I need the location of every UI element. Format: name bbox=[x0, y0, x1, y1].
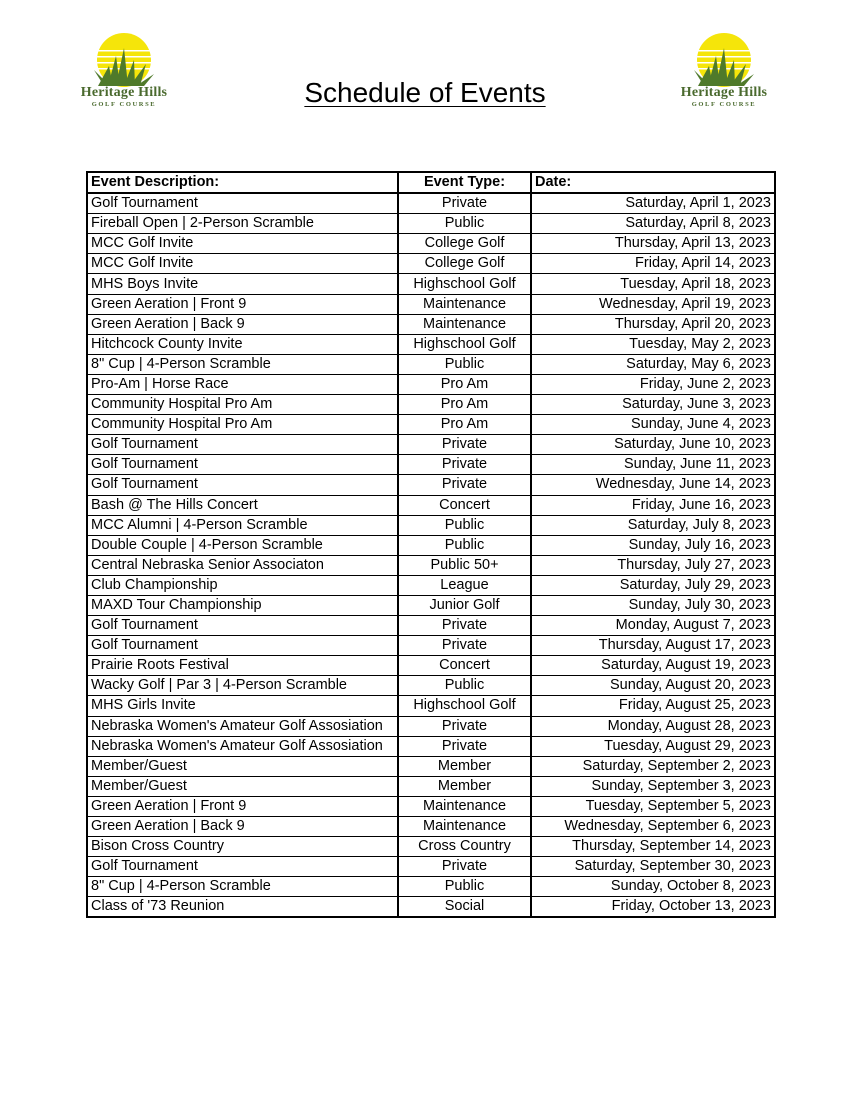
event-type-cell: College Golf bbox=[398, 234, 531, 254]
event-description-cell: MHS Girls Invite bbox=[87, 696, 398, 716]
event-date-cell: Monday, August 7, 2023 bbox=[531, 616, 775, 636]
event-type-cell: Private bbox=[398, 636, 531, 656]
event-type-cell: Pro Am bbox=[398, 415, 531, 435]
event-type-cell: Public bbox=[398, 354, 531, 374]
events-table bbox=[86, 171, 776, 918]
table-row bbox=[87, 676, 775, 696]
table-row bbox=[87, 796, 775, 816]
event-description-cell: Central Nebraska Senior Associaton bbox=[87, 555, 398, 575]
event-type-cell: Concert bbox=[398, 495, 531, 515]
table-row bbox=[87, 555, 775, 575]
event-description-cell: Member/Guest bbox=[87, 776, 398, 796]
event-type-cell: Member bbox=[398, 756, 531, 776]
table-row bbox=[87, 736, 775, 756]
event-type-cell: College Golf bbox=[398, 254, 531, 274]
event-date-cell: Saturday, April 8, 2023 bbox=[531, 214, 775, 234]
event-description-cell: Golf Tournament bbox=[87, 475, 398, 495]
event-date-cell: Saturday, May 6, 2023 bbox=[531, 354, 775, 374]
event-description-cell: Green Aeration | Back 9 bbox=[87, 817, 398, 837]
event-description-cell: Community Hospital Pro Am bbox=[87, 395, 398, 415]
event-description-cell: Hitchcock County Invite bbox=[87, 334, 398, 354]
event-type-cell: Maintenance bbox=[398, 817, 531, 837]
table-row bbox=[87, 374, 775, 394]
event-description-cell: Fireball Open | 2-Person Scramble bbox=[87, 214, 398, 234]
event-date-cell: Sunday, July 16, 2023 bbox=[531, 535, 775, 555]
event-description-cell: Wacky Golf | Par 3 | 4-Person Scramble bbox=[87, 676, 398, 696]
event-description-cell: 8" Cup | 4-Person Scramble bbox=[87, 877, 398, 897]
event-date-cell: Sunday, September 3, 2023 bbox=[531, 776, 775, 796]
table-row bbox=[87, 415, 775, 435]
logo-wordmark: Heritage Hills bbox=[680, 85, 768, 100]
event-description-cell: Pro-Am | Horse Race bbox=[87, 374, 398, 394]
event-type-cell: Maintenance bbox=[398, 294, 531, 314]
event-date-cell: Thursday, April 20, 2023 bbox=[531, 314, 775, 334]
event-description-cell: Member/Guest bbox=[87, 756, 398, 776]
event-description-cell: Double Couple | 4-Person Scramble bbox=[87, 535, 398, 555]
event-type-cell: Concert bbox=[398, 656, 531, 676]
event-date-cell: Tuesday, May 2, 2023 bbox=[531, 334, 775, 354]
event-description-cell: Golf Tournament bbox=[87, 435, 398, 455]
event-type-cell: Social bbox=[398, 897, 531, 918]
event-date-cell: Saturday, April 1, 2023 bbox=[531, 193, 775, 214]
table-row bbox=[87, 616, 775, 636]
event-date-cell: Friday, April 14, 2023 bbox=[531, 254, 775, 274]
event-date-cell: Saturday, September 2, 2023 bbox=[531, 756, 775, 776]
event-date-cell: Friday, June 2, 2023 bbox=[531, 374, 775, 394]
event-type-cell: Member bbox=[398, 776, 531, 796]
table-row bbox=[87, 636, 775, 656]
event-description-cell: Community Hospital Pro Am bbox=[87, 415, 398, 435]
table-row bbox=[87, 254, 775, 274]
table-row bbox=[87, 817, 775, 837]
table-row bbox=[87, 475, 775, 495]
event-description-cell: 8" Cup | 4-Person Scramble bbox=[87, 354, 398, 374]
event-description-cell: Nebraska Women's Amateur Golf Assosiation bbox=[87, 736, 398, 756]
event-description-cell: Club Championship bbox=[87, 575, 398, 595]
table-row bbox=[87, 656, 775, 676]
event-date-cell: Thursday, July 27, 2023 bbox=[531, 555, 775, 575]
event-date-cell: Saturday, September 30, 2023 bbox=[531, 857, 775, 877]
table-row bbox=[87, 314, 775, 334]
page-title-text: Schedule of Events bbox=[304, 77, 546, 108]
event-description-cell: MAXD Tour Championship bbox=[87, 595, 398, 615]
event-description-cell: Green Aeration | Front 9 bbox=[87, 294, 398, 314]
table-row bbox=[87, 395, 775, 415]
event-date-cell: Thursday, August 17, 2023 bbox=[531, 636, 775, 656]
event-description-cell: MCC Golf Invite bbox=[87, 254, 398, 274]
event-type-cell: Highschool Golf bbox=[398, 696, 531, 716]
event-type-cell: Public 50+ bbox=[398, 555, 531, 575]
table-row bbox=[87, 716, 775, 736]
table-row bbox=[87, 234, 775, 254]
table-row bbox=[87, 214, 775, 234]
event-type-cell: Private bbox=[398, 435, 531, 455]
table-row bbox=[87, 535, 775, 555]
event-description-cell: Green Aeration | Back 9 bbox=[87, 314, 398, 334]
header-date: Date: bbox=[531, 172, 775, 193]
event-type-cell: Public bbox=[398, 535, 531, 555]
event-type-cell: Private bbox=[398, 455, 531, 475]
event-type-cell: Junior Golf bbox=[398, 595, 531, 615]
event-type-cell: Maintenance bbox=[398, 314, 531, 334]
event-date-cell: Wednesday, April 19, 2023 bbox=[531, 294, 775, 314]
table-row bbox=[87, 495, 775, 515]
event-description-cell: Bash @ The Hills Concert bbox=[87, 495, 398, 515]
table-row bbox=[87, 193, 775, 214]
events-table-body bbox=[87, 193, 775, 917]
event-type-cell: Pro Am bbox=[398, 395, 531, 415]
event-type-cell: Private bbox=[398, 716, 531, 736]
event-date-cell: Sunday, June 4, 2023 bbox=[531, 415, 775, 435]
event-description-cell: MCC Golf Invite bbox=[87, 234, 398, 254]
event-date-cell: Sunday, August 20, 2023 bbox=[531, 676, 775, 696]
logo-subtitle: GOLF COURSE bbox=[91, 101, 157, 108]
event-date-cell: Thursday, April 13, 2023 bbox=[531, 234, 775, 254]
event-type-cell: Maintenance bbox=[398, 796, 531, 816]
event-date-cell: Thursday, September 14, 2023 bbox=[531, 837, 775, 857]
table-row bbox=[87, 435, 775, 455]
table-row bbox=[87, 857, 775, 877]
event-description-cell: Golf Tournament bbox=[87, 636, 398, 656]
event-date-cell: Saturday, June 10, 2023 bbox=[531, 435, 775, 455]
logo-subtitle: GOLF COURSE bbox=[691, 101, 757, 108]
table-row bbox=[87, 274, 775, 294]
event-description-cell: Class of '73 Reunion bbox=[87, 897, 398, 918]
table-row bbox=[87, 354, 775, 374]
table-row bbox=[87, 575, 775, 595]
event-description-cell: MCC Alumni | 4-Person Scramble bbox=[87, 515, 398, 535]
event-type-cell: Highschool Golf bbox=[398, 274, 531, 294]
event-description-cell: Golf Tournament bbox=[87, 857, 398, 877]
event-date-cell: Monday, August 28, 2023 bbox=[531, 716, 775, 736]
event-type-cell: Cross Country bbox=[398, 837, 531, 857]
event-description-cell: MHS Boys Invite bbox=[87, 274, 398, 294]
event-type-cell: Pro Am bbox=[398, 374, 531, 394]
event-description-cell: Golf Tournament bbox=[87, 616, 398, 636]
page-title bbox=[0, 76, 850, 110]
event-date-cell: Sunday, June 11, 2023 bbox=[531, 455, 775, 475]
table-row bbox=[87, 776, 775, 796]
header-event-type: Event Type: bbox=[398, 172, 531, 193]
table-row bbox=[87, 334, 775, 354]
table-row bbox=[87, 837, 775, 857]
event-type-cell: League bbox=[398, 575, 531, 595]
event-date-cell: Saturday, August 19, 2023 bbox=[531, 656, 775, 676]
event-description-cell: Bison Cross Country bbox=[87, 837, 398, 857]
event-type-cell: Private bbox=[398, 475, 531, 495]
table-row bbox=[87, 455, 775, 475]
event-date-cell: Friday, October 13, 2023 bbox=[531, 897, 775, 918]
event-date-cell: Wednesday, June 14, 2023 bbox=[531, 475, 775, 495]
event-description-cell: Golf Tournament bbox=[87, 193, 398, 214]
event-date-cell: Saturday, June 3, 2023 bbox=[531, 395, 775, 415]
event-date-cell: Sunday, July 30, 2023 bbox=[531, 595, 775, 615]
table-row bbox=[87, 877, 775, 897]
table-row bbox=[87, 515, 775, 535]
event-type-cell: Public bbox=[398, 515, 531, 535]
event-date-cell: Tuesday, April 18, 2023 bbox=[531, 274, 775, 294]
event-description-cell: Golf Tournament bbox=[87, 455, 398, 475]
event-type-cell: Public bbox=[398, 676, 531, 696]
table-row bbox=[87, 294, 775, 314]
event-date-cell: Sunday, October 8, 2023 bbox=[531, 877, 775, 897]
event-type-cell: Private bbox=[398, 857, 531, 877]
event-date-cell: Friday, June 16, 2023 bbox=[531, 495, 775, 515]
table-row bbox=[87, 897, 775, 918]
event-type-cell: Highschool Golf bbox=[398, 334, 531, 354]
event-date-cell: Tuesday, September 5, 2023 bbox=[531, 796, 775, 816]
event-date-cell: Friday, August 25, 2023 bbox=[531, 696, 775, 716]
event-date-cell: Saturday, July 8, 2023 bbox=[531, 515, 775, 535]
event-description-cell: Nebraska Women's Amateur Golf Assosiation bbox=[87, 716, 398, 736]
table-row bbox=[87, 756, 775, 776]
event-type-cell: Private bbox=[398, 736, 531, 756]
table-header-row bbox=[87, 172, 775, 193]
header-event-description: Event Description: bbox=[87, 172, 398, 193]
event-date-cell: Saturday, July 29, 2023 bbox=[531, 575, 775, 595]
table-row bbox=[87, 696, 775, 716]
event-type-cell: Private bbox=[398, 616, 531, 636]
event-date-cell: Wednesday, September 6, 2023 bbox=[531, 817, 775, 837]
event-type-cell: Public bbox=[398, 214, 531, 234]
event-date-cell: Tuesday, August 29, 2023 bbox=[531, 736, 775, 756]
event-description-cell: Green Aeration | Front 9 bbox=[87, 796, 398, 816]
event-description-cell: Prairie Roots Festival bbox=[87, 656, 398, 676]
event-type-cell: Private bbox=[398, 193, 531, 214]
logo-wordmark: Heritage Hills bbox=[80, 85, 168, 100]
table-row bbox=[87, 595, 775, 615]
event-type-cell: Public bbox=[398, 877, 531, 897]
